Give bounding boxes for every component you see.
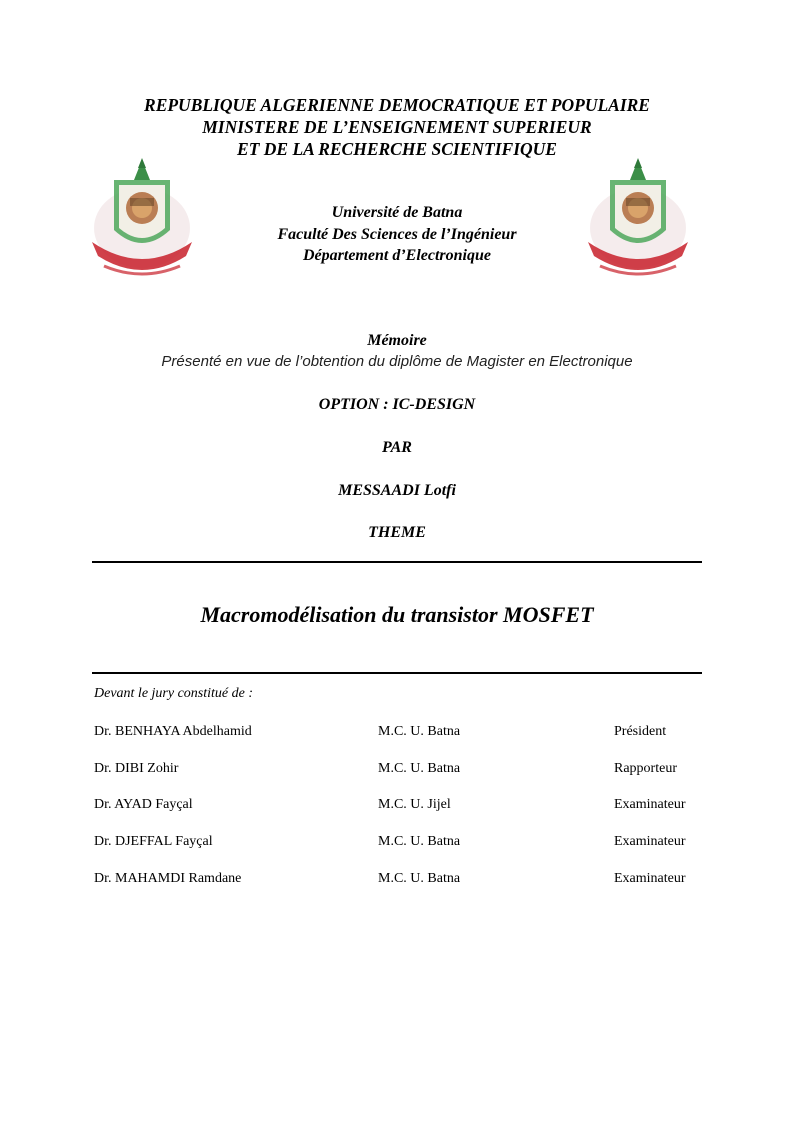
jury-member-affiliation: M.C. U. Batna xyxy=(378,761,461,776)
jury-member-role: Examinateur xyxy=(614,834,686,849)
ministry-header-line-1: REPUBLIQUE ALGERIENNE DEMOCRATIQUE ET POPULAIRE xyxy=(144,95,650,115)
jury-row xyxy=(0,871,794,891)
jury-row xyxy=(0,724,794,744)
ministry-header-line-2: MINISTERE DE L’ENSEIGNEMENT SUPERIEUR xyxy=(202,117,592,137)
department-name: Département d’Electronique xyxy=(303,247,491,264)
faculty-name: Faculté Des Sciences de l’Ingénieur xyxy=(277,226,517,243)
jury-member-affiliation: M.C. U. Batna xyxy=(378,834,461,849)
jury-member-role: Examinateur xyxy=(614,797,686,812)
jury-row xyxy=(0,761,794,781)
jury-member-name: Dr. DJEFFAL Fayçal xyxy=(94,834,213,849)
jury-member-role: Président xyxy=(614,724,667,739)
ministry-header-line-3: ET DE LA RECHERCHE SCIENTIFIQUE xyxy=(237,139,557,159)
memoire-subtitle: Présenté en vue de l’obtention du diplôme de Magister en Electronique xyxy=(161,353,633,370)
jury-row xyxy=(0,834,794,854)
memoire-label: Mémoire xyxy=(367,332,427,349)
option-label: OPTION : IC-DESIGN xyxy=(318,396,476,413)
jury-member-affiliation: M.C. U. Batna xyxy=(378,724,461,739)
rule-top xyxy=(92,561,702,563)
jury-member-name: Dr. MAHAMDI Ramdane xyxy=(94,871,242,886)
jury-member-role: Rapporteur xyxy=(614,761,677,776)
jury-intro: Devant le jury constitué de : xyxy=(94,686,254,701)
jury-member-name: Dr. DIBI Zohir xyxy=(94,761,179,776)
jury-member-name: Dr. AYAD Fayçal xyxy=(94,797,193,812)
jury-member-role: Examinateur xyxy=(614,871,686,886)
rule-bottom xyxy=(92,672,702,674)
university-name: Université de Batna xyxy=(331,204,463,221)
jury-row xyxy=(0,797,794,817)
thesis-title: Macromodélisation du transistor MOSFET xyxy=(200,602,594,627)
theme-label: THEME xyxy=(368,524,426,541)
jury-member-affiliation: M.C. U. Batna xyxy=(378,871,461,886)
jury-member-affiliation: M.C. U. Jijel xyxy=(378,797,451,812)
par-label: PAR xyxy=(382,439,412,456)
author-name: MESSAADI Lotfi xyxy=(338,482,456,499)
jury-member-name: Dr. BENHAYA Abdelhamid xyxy=(94,724,252,739)
